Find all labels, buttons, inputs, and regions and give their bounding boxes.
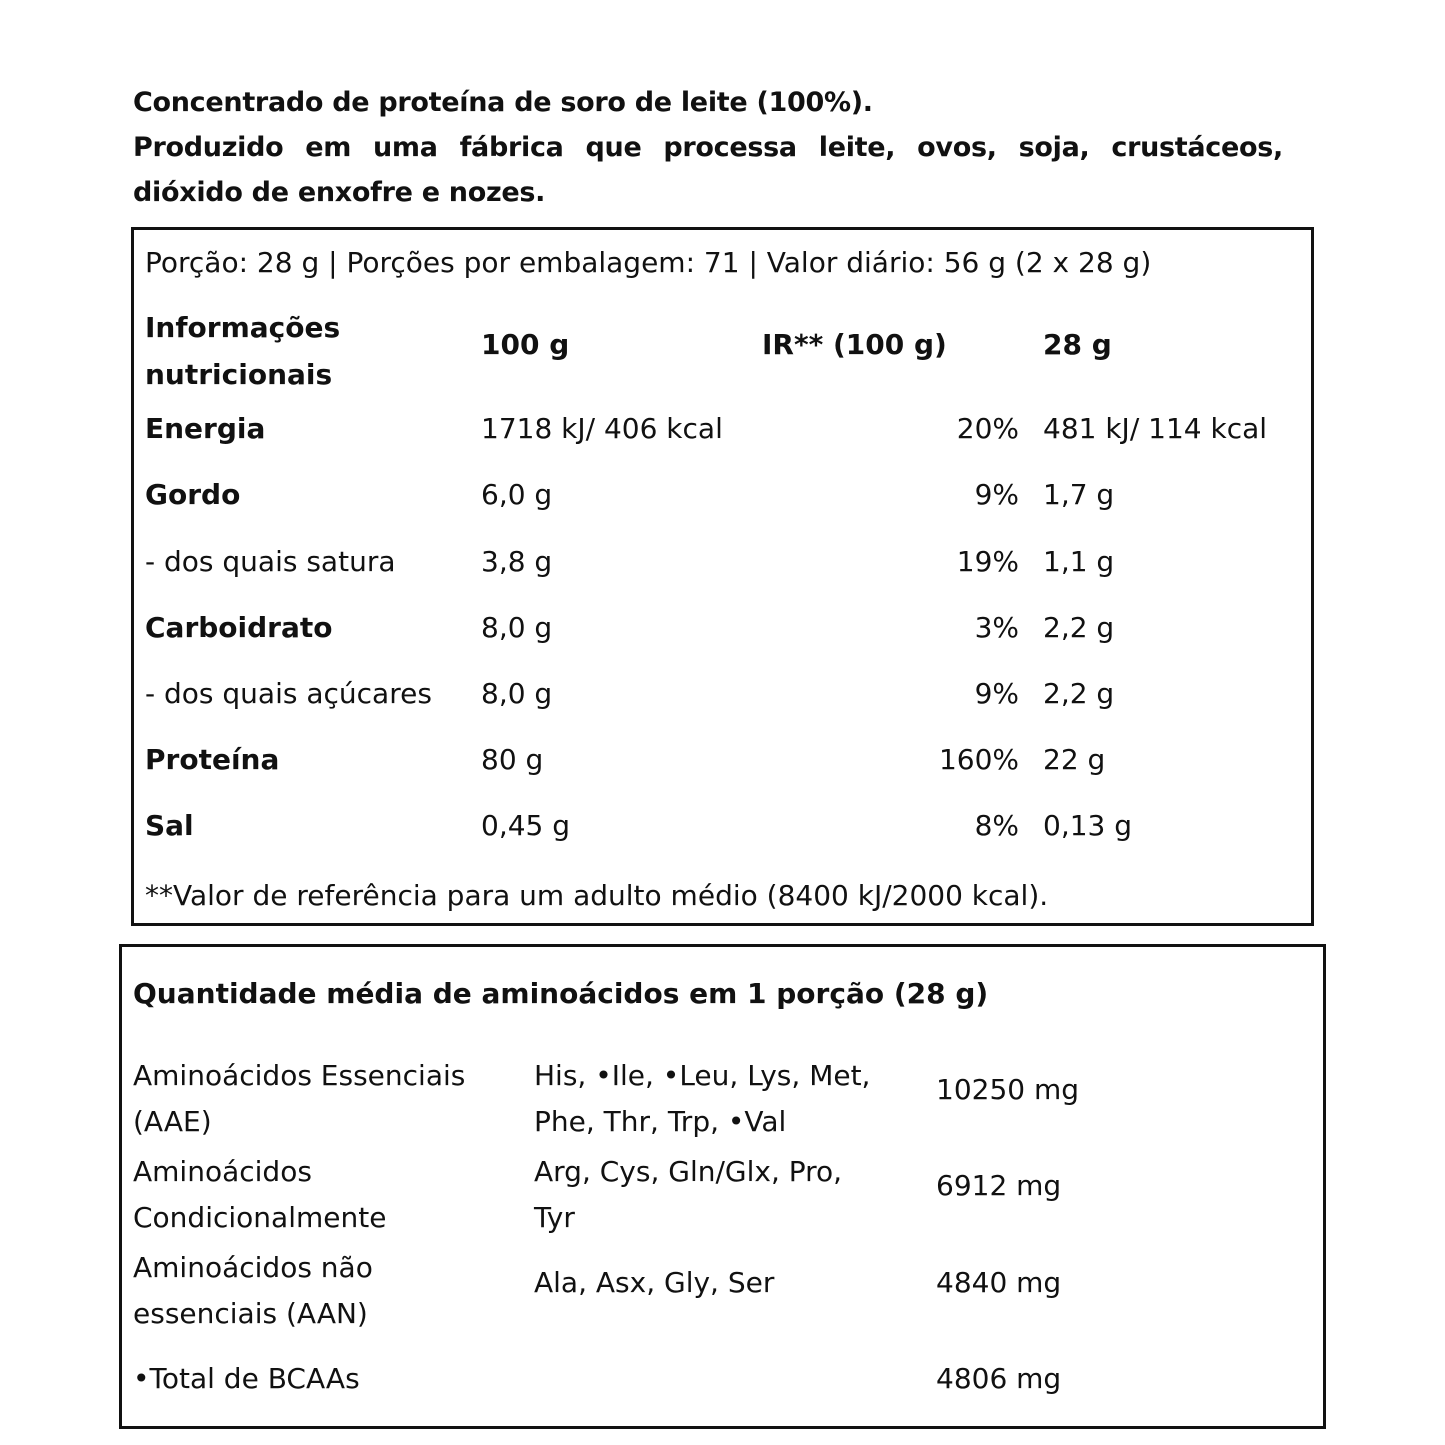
nutrient-per100: 80 g bbox=[481, 743, 544, 776]
header-label-line1: Informações bbox=[145, 311, 341, 344]
nutrient-per28: 2,2 g bbox=[1043, 677, 1115, 710]
nutrient-name: Carboidrato bbox=[145, 611, 333, 644]
nutrient-per28: 22 g bbox=[1043, 743, 1106, 776]
amino-list: His, •Ile, •Leu, Lys, Met, bbox=[534, 1059, 871, 1092]
description-line-3: dióxido de enxofre e nozes. bbox=[133, 177, 546, 208]
amino-list: Ala, Asx, Gly, Ser bbox=[534, 1266, 775, 1299]
nutrient-per100: 8,0 g bbox=[481, 611, 553, 644]
description-line-1: Concentrado de proteína de soro de leite (100%). bbox=[133, 87, 873, 118]
amino-amount: 6912 mg bbox=[936, 1169, 1062, 1202]
nutrient-ir: 19% bbox=[956, 545, 1019, 578]
nutrient-ir: 9% bbox=[974, 677, 1019, 710]
nutrient-name: Proteína bbox=[145, 743, 280, 776]
amino-list: Phe, Thr, Trp, •Val bbox=[534, 1105, 787, 1138]
amino-group-name: Aminoácidos não bbox=[133, 1251, 373, 1284]
nutrient-per28: 481 kJ/ 114 kcal bbox=[1043, 412, 1268, 445]
amino-group-name: Aminoácidos bbox=[133, 1155, 312, 1188]
header-col-ir: IR** (100 g) bbox=[762, 328, 947, 361]
nutrient-ir: 9% bbox=[974, 478, 1019, 511]
description-line-2: Produzido em uma fábrica que processa leite, ovos, soja, crustáceos, bbox=[133, 132, 1283, 163]
amino-list: Arg, Cys, Gln/Glx, Pro, bbox=[534, 1155, 843, 1188]
header-label-line2: nutricionais bbox=[145, 358, 333, 391]
nutrient-name: Energia bbox=[145, 412, 266, 445]
header-col-28g: 28 g bbox=[1043, 328, 1112, 361]
nutrient-ir: 3% bbox=[974, 611, 1019, 644]
nutrient-per100: 8,0 g bbox=[481, 677, 553, 710]
nutrient-per28: 1,1 g bbox=[1043, 545, 1115, 578]
nutrient-ir: 160% bbox=[938, 743, 1019, 776]
nutrient-per28: 2,2 g bbox=[1043, 611, 1115, 644]
nutrient-name: Gordo bbox=[145, 478, 241, 511]
nutrient-per100: 3,8 g bbox=[481, 545, 553, 578]
amino-group-name: essenciais (AAN) bbox=[133, 1297, 368, 1330]
nutrient-name: - dos quais satura bbox=[145, 545, 396, 578]
amino-list: Tyr bbox=[534, 1201, 575, 1234]
amino-amount: 4806 mg bbox=[936, 1362, 1062, 1395]
header-col-100g: 100 g bbox=[481, 328, 570, 361]
nutrient-name: Sal bbox=[145, 809, 194, 842]
nutrient-per28: 0,13 g bbox=[1043, 809, 1133, 842]
reference-footnote: **Valor de referência para um adulto médio (8400 kJ/2000 kcal). bbox=[145, 879, 1049, 912]
product-description bbox=[133, 80, 1283, 215]
amino-group-name: Condicionalmente bbox=[133, 1201, 387, 1234]
nutrient-name: - dos quais açúcares bbox=[145, 677, 432, 710]
amino-group-name: •Total de BCAAs bbox=[133, 1362, 360, 1395]
nutrient-per100: 0,45 g bbox=[481, 809, 571, 842]
nutrient-per28: 1,7 g bbox=[1043, 478, 1115, 511]
nutrient-per100: 6,0 g bbox=[481, 478, 553, 511]
nutrient-ir: 8% bbox=[974, 809, 1019, 842]
amino-group-name: Aminoácidos Essenciais bbox=[133, 1059, 466, 1092]
nutrient-per100: 1718 kJ/ 406 kcal bbox=[481, 412, 723, 445]
amino-title: Quantidade média de aminoácidos em 1 porção (28 g) bbox=[133, 977, 989, 1010]
amino-group-name: (AAE) bbox=[133, 1105, 212, 1138]
nutrient-ir: 20% bbox=[956, 412, 1019, 445]
amino-amount: 10250 mg bbox=[936, 1073, 1080, 1106]
serving-info: Porção: 28 g | Porções por embalagem: 71 | Valor diário: 56 g (2 x 28 g) bbox=[145, 246, 1152, 279]
amino-amount: 4840 mg bbox=[936, 1266, 1062, 1299]
